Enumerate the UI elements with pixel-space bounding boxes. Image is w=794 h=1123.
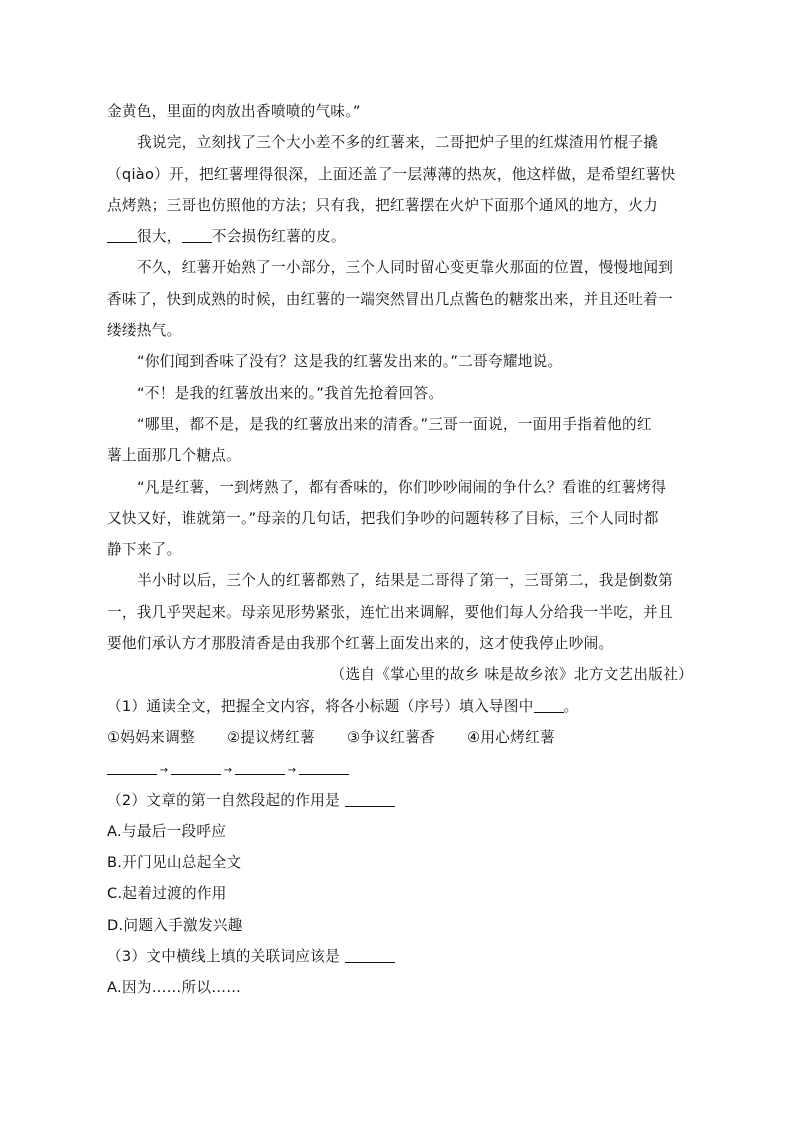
choice-c[interactable]: C.起着过渡的作用: [107, 885, 227, 903]
choice-a[interactable]: A.与最后一段呼应: [107, 822, 227, 840]
question-text: （2）文章的第一自然段起的作用是: [107, 791, 345, 809]
passage-line: [107, 221, 693, 252]
arrow-right-icon: →: [223, 765, 233, 777]
passage-line: 我说完，立刻找了三个大小差不多的红薯来，二哥把炉子里的红煤渣用竹棍子撬: [137, 134, 659, 152]
passage-line: 半小时以后，三个人的红薯都熟了，结果是二哥得了第一，三哥第二，我是倒数第: [137, 572, 674, 590]
question-1: [107, 691, 693, 722]
document-page: [107, 96, 693, 1004]
passage-line: 金黄色，里面的肉放出香喷喷的气味。”: [107, 103, 361, 120]
option-item: ②提议烤红薯: [227, 728, 315, 746]
flow-blank[interactable]: [299, 760, 349, 775]
answer-blank[interactable]: [534, 698, 564, 713]
option-item: ④用心烤红薯: [467, 728, 555, 746]
passage-line: （qiào）开，把红薯埋得很深，上面还盖了一层薄薄的热灰，他这样做，是希望红薯快: [107, 165, 676, 183]
question-2: [107, 785, 693, 816]
flow-blank[interactable]: [107, 760, 157, 775]
fill-blank[interactable]: [107, 228, 137, 243]
passage-line: 又快又好，谁就第一。”母亲的几句话，把我们争吵的问题转移了目标，三个人同时都: [107, 509, 659, 527]
arrow-right-icon: →: [159, 765, 169, 777]
flow-diagram: [107, 753, 693, 784]
source-citation: （选自《掌心里的故乡 味是故乡浓》北方文艺出版社）: [330, 666, 693, 684]
passage-line: 香味了，快到成熟的时候，由红薯的一端突然冒出几点酱色的糖浆出来，并且还吐着一: [107, 290, 673, 308]
option-item: ①妈妈来调整: [107, 728, 195, 746]
passage-line: 不久，红薯开始熟了一小部分，三个人同时留心变更靠火那面的位置，慢慢地闻到: [137, 259, 674, 277]
question-text: （3）文中横线上填的关联词应该是: [107, 948, 345, 966]
flow-blank[interactable]: [171, 760, 221, 775]
choice-b[interactable]: B.开门见山总起全文: [107, 854, 242, 872]
choice-a[interactable]: A.因为……所以……: [107, 979, 242, 997]
passage-text: 不会损伤红薯的皮。: [211, 228, 346, 246]
answer-blank[interactable]: [345, 948, 395, 963]
passage-line: 静下来了。: [107, 541, 182, 559]
passage-line: 缕缕热气。: [107, 322, 182, 340]
passage-line: “不！是我的红薯放出来的。”我首先抢着回答。: [137, 384, 444, 402]
option-item: ③争议红薯香: [347, 728, 435, 746]
flow-blank[interactable]: [235, 760, 285, 775]
question-3: [107, 941, 693, 972]
passage-text: 很大，: [137, 228, 182, 246]
question-text: （1）通读全文，把握全文内容，将各小标题（序号）填入导图中: [107, 697, 534, 715]
passage-line: 点烤熟；三哥也仿照他的方法；只有我，把红薯摆在火炉下面那个通风的地方，火力: [107, 196, 659, 214]
answer-blank[interactable]: [345, 792, 395, 807]
fill-blank[interactable]: [182, 228, 212, 243]
choice-d[interactable]: D.问题入手激发兴趣: [107, 916, 243, 934]
passage-line: “你们闻到香味了没有？这是我的红薯发出来的。”二哥夸耀地说。: [137, 353, 563, 371]
passage-line: 一，我几乎哭起来。母亲见形势紧张，连忙出来调解，要他们每人分给我一半吃，并且: [107, 603, 673, 621]
passage-line: “凡是红薯，一到烤熟了，都有香味的，你们吵吵闹闹的争什么？看谁的红薯烤得: [137, 478, 667, 496]
passage-line: 要他们承认方才那股清香是由我那个红薯上面发出来的，这才使我停止吵闹。: [107, 635, 614, 653]
passage-line: “哪里，都不是，是我的红薯放出来的清香。”三哥一面说，一面用手指着他的红: [137, 415, 652, 433]
question-text: 。: [563, 697, 579, 715]
subtitle-options: [107, 722, 693, 753]
passage-line: 薯上面那几个糖点。: [107, 447, 242, 465]
arrow-right-icon: →: [287, 765, 297, 777]
